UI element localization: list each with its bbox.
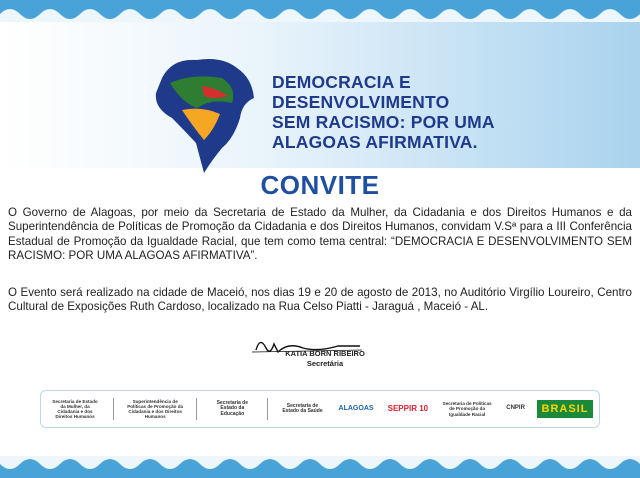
divider: [267, 398, 268, 420]
signatory-role: Secretária: [306, 359, 344, 368]
banner-title-line-4: ALAGOAS AFIRMATIVA.: [272, 132, 478, 152]
bottom-decorative-border: [0, 456, 640, 478]
partner-logos-bar: [40, 390, 600, 428]
logo-saude: Secretaria de Estado da Saúde: [282, 402, 323, 414]
africa-map-logo: [142, 48, 266, 180]
logo-alagoas: ALAGOAS: [338, 405, 374, 413]
logo-superintendencia: Superintendência de Políticas de Promoção da Cidadania e dos Direitos Humanos: [127, 398, 184, 420]
logo-seppir: SEPPIR 10: [387, 404, 429, 414]
invitation-paragraph-1: O Governo de Alagoas, por meio da Secretaria de Estado da Mulher, da Cidadania e dos Direitos Humanos e da Superintendência de Políticas de Promoção da Cidadania e dos Direitos Humanos, convidam V.Sª para a III Conferência Estadual de Promoção da Igualdade Racial, que tem como tema central: “DEMOCRACIA E DESENVOLVIMENTO SEM RACISMO: POR UMA ALAGOAS AFIRMATIVA”.: [8, 206, 632, 262]
logo-cnpir: CNPIR: [506, 405, 525, 412]
banner-title-line-1: DEMOCRACIA E: [272, 72, 411, 92]
logo-semcdh: Secretaria de Estado da Mulher, da Cidadania e dos Direitos Humanos: [52, 398, 98, 420]
divider: [113, 398, 114, 420]
invitation-heading: CONVITE: [260, 170, 380, 200]
header-banner: [0, 22, 640, 168]
divider: [196, 398, 197, 420]
logo-brasil: BRASIL: [537, 400, 593, 418]
signatory-name: KATIA BORN RIBEIRO: [285, 349, 365, 358]
top-decorative-border: [0, 0, 640, 22]
banner-title-line-3: SEM RACISMO: POR UMA: [272, 112, 495, 132]
invitation-paragraph-2: O Evento será realizado na cidade de Maceió, nos dias 19 e 20 de agosto de 2013, no Auditório Virgílio Loureiro, Centro Cultural de Exposições Ruth Cardoso, localizado na Rua Celso Piatti - Jaraguá , Maceió - AL.: [8, 286, 632, 314]
logo-educacao: Secretaria de Estado da Educação: [216, 400, 249, 417]
banner-title: [272, 72, 552, 152]
logo-sppir: Secretaria de Políticas de Promoção da Igualdade Racial: [442, 401, 492, 417]
banner-title-line-2: DESENVOLVIMENTO: [272, 92, 450, 112]
